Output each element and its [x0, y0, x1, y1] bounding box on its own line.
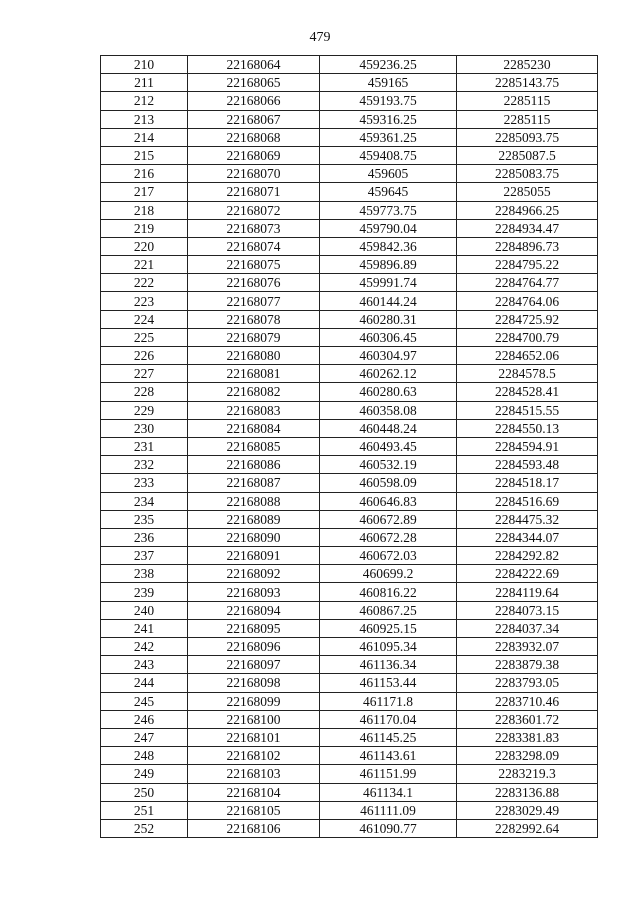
x-coordinate-cell: 461090.77 [320, 819, 457, 837]
point-id-cell: 22168100 [188, 710, 320, 728]
y-coordinate-cell: 2285093.75 [457, 128, 598, 146]
row-number-cell: 232 [101, 456, 188, 474]
row-number-cell: 247 [101, 728, 188, 746]
point-id-cell: 22168088 [188, 492, 320, 510]
point-id-cell: 22168083 [188, 401, 320, 419]
point-id-cell: 22168094 [188, 601, 320, 619]
y-coordinate-cell: 2284292.82 [457, 547, 598, 565]
x-coordinate-cell: 461153.44 [320, 674, 457, 692]
x-coordinate-cell: 461171.8 [320, 692, 457, 710]
row-number-cell: 228 [101, 383, 188, 401]
table-row [101, 256, 598, 274]
table-row [101, 492, 598, 510]
row-number-cell: 240 [101, 601, 188, 619]
point-id-cell: 22168068 [188, 128, 320, 146]
x-coordinate-cell: 461111.09 [320, 801, 457, 819]
y-coordinate-cell: 2284528.41 [457, 383, 598, 401]
row-number-cell: 223 [101, 292, 188, 310]
point-id-cell: 22168075 [188, 256, 320, 274]
x-coordinate-cell: 460358.08 [320, 401, 457, 419]
x-coordinate-cell: 459236.25 [320, 56, 457, 74]
x-coordinate-cell: 461095.34 [320, 638, 457, 656]
point-id-cell: 22168070 [188, 165, 320, 183]
x-coordinate-cell: 460448.24 [320, 419, 457, 437]
table-row [101, 401, 598, 419]
x-coordinate-cell: 459408.75 [320, 146, 457, 164]
point-id-cell: 22168089 [188, 510, 320, 528]
x-coordinate-cell: 461145.25 [320, 728, 457, 746]
row-number-cell: 239 [101, 583, 188, 601]
y-coordinate-cell: 2284578.5 [457, 365, 598, 383]
x-coordinate-cell: 459316.25 [320, 110, 457, 128]
point-id-cell: 22168093 [188, 583, 320, 601]
y-coordinate-cell: 2283793.05 [457, 674, 598, 692]
row-number-cell: 248 [101, 747, 188, 765]
table-row [101, 619, 598, 637]
table-row [101, 674, 598, 692]
y-coordinate-cell: 2283298.09 [457, 747, 598, 765]
table-row [101, 547, 598, 565]
point-id-cell: 22168072 [188, 201, 320, 219]
row-number-cell: 242 [101, 638, 188, 656]
table-row [101, 146, 598, 164]
point-id-cell: 22168090 [188, 528, 320, 546]
table-row [101, 747, 598, 765]
row-number-cell: 210 [101, 56, 188, 74]
x-coordinate-cell: 460598.09 [320, 474, 457, 492]
row-number-cell: 225 [101, 328, 188, 346]
point-id-cell: 22168067 [188, 110, 320, 128]
row-number-cell: 212 [101, 92, 188, 110]
point-id-cell: 22168098 [188, 674, 320, 692]
y-coordinate-cell: 2283136.88 [457, 783, 598, 801]
table-row [101, 510, 598, 528]
row-number-cell: 241 [101, 619, 188, 637]
point-id-cell: 22168092 [188, 565, 320, 583]
y-coordinate-cell: 2284896.73 [457, 237, 598, 255]
y-coordinate-cell: 2284764.77 [457, 274, 598, 292]
table-row [101, 365, 598, 383]
row-number-cell: 237 [101, 547, 188, 565]
point-id-cell: 22168082 [188, 383, 320, 401]
y-coordinate-cell: 2285230 [457, 56, 598, 74]
table-row [101, 765, 598, 783]
point-id-cell: 22168065 [188, 74, 320, 92]
y-coordinate-cell: 2284515.55 [457, 401, 598, 419]
point-id-cell: 22168106 [188, 819, 320, 837]
row-number-cell: 243 [101, 656, 188, 674]
point-id-cell: 22168080 [188, 347, 320, 365]
coordinates-table [100, 55, 598, 838]
row-number-cell: 231 [101, 437, 188, 455]
table-row [101, 310, 598, 328]
row-number-cell: 233 [101, 474, 188, 492]
table-body [101, 56, 598, 838]
y-coordinate-cell: 2284934.47 [457, 219, 598, 237]
x-coordinate-cell: 461136.34 [320, 656, 457, 674]
table-row [101, 183, 598, 201]
point-id-cell: 22168099 [188, 692, 320, 710]
x-coordinate-cell: 460672.28 [320, 528, 457, 546]
table-row [101, 328, 598, 346]
y-coordinate-cell: 2284518.17 [457, 474, 598, 492]
x-coordinate-cell: 460699.2 [320, 565, 457, 583]
point-id-cell: 22168096 [188, 638, 320, 656]
point-id-cell: 22168084 [188, 419, 320, 437]
y-coordinate-cell: 2283879.38 [457, 656, 598, 674]
row-number-cell: 218 [101, 201, 188, 219]
x-coordinate-cell: 459896.89 [320, 256, 457, 274]
table-row [101, 92, 598, 110]
table-row [101, 437, 598, 455]
row-number-cell: 219 [101, 219, 188, 237]
x-coordinate-cell: 461134.1 [320, 783, 457, 801]
row-number-cell: 216 [101, 165, 188, 183]
y-coordinate-cell: 2283601.72 [457, 710, 598, 728]
y-coordinate-cell: 2283381.83 [457, 728, 598, 746]
row-number-cell: 234 [101, 492, 188, 510]
row-number-cell: 224 [101, 310, 188, 328]
table-row [101, 456, 598, 474]
x-coordinate-cell: 459605 [320, 165, 457, 183]
x-coordinate-cell: 460672.89 [320, 510, 457, 528]
table-row [101, 74, 598, 92]
table-row [101, 56, 598, 74]
table-row [101, 728, 598, 746]
x-coordinate-cell: 460925.15 [320, 619, 457, 637]
point-id-cell: 22168102 [188, 747, 320, 765]
point-id-cell: 22168081 [188, 365, 320, 383]
y-coordinate-cell: 2283710.46 [457, 692, 598, 710]
table-row [101, 601, 598, 619]
point-id-cell: 22168079 [188, 328, 320, 346]
x-coordinate-cell: 460144.24 [320, 292, 457, 310]
y-coordinate-cell: 2285115 [457, 92, 598, 110]
point-id-cell: 22168086 [188, 456, 320, 474]
table-row [101, 347, 598, 365]
row-number-cell: 215 [101, 146, 188, 164]
page-number: 479 [309, 30, 331, 45]
point-id-cell: 22168091 [188, 547, 320, 565]
row-number-cell: 246 [101, 710, 188, 728]
point-id-cell: 22168101 [188, 728, 320, 746]
x-coordinate-cell: 460280.31 [320, 310, 457, 328]
y-coordinate-cell: 2284725.92 [457, 310, 598, 328]
table-row [101, 692, 598, 710]
row-number-cell: 229 [101, 401, 188, 419]
table-row [101, 638, 598, 656]
y-coordinate-cell: 2284652.06 [457, 347, 598, 365]
x-coordinate-cell: 459193.75 [320, 92, 457, 110]
point-id-cell: 22168105 [188, 801, 320, 819]
y-coordinate-cell: 2284594.91 [457, 437, 598, 455]
x-coordinate-cell: 460280.63 [320, 383, 457, 401]
row-number-cell: 227 [101, 365, 188, 383]
y-coordinate-cell: 2285083.75 [457, 165, 598, 183]
point-id-cell: 22168076 [188, 274, 320, 292]
y-coordinate-cell: 2284700.79 [457, 328, 598, 346]
point-id-cell: 22168095 [188, 619, 320, 637]
x-coordinate-cell: 459842.36 [320, 237, 457, 255]
row-number-cell: 220 [101, 237, 188, 255]
table-row [101, 274, 598, 292]
y-coordinate-cell: 2285115 [457, 110, 598, 128]
point-id-cell: 22168078 [188, 310, 320, 328]
x-coordinate-cell: 460493.45 [320, 437, 457, 455]
table-row [101, 237, 598, 255]
y-coordinate-cell: 2284516.69 [457, 492, 598, 510]
x-coordinate-cell: 459991.74 [320, 274, 457, 292]
table-row [101, 219, 598, 237]
y-coordinate-cell: 2284795.22 [457, 256, 598, 274]
row-number-cell: 252 [101, 819, 188, 837]
row-number-cell: 214 [101, 128, 188, 146]
table-row [101, 565, 598, 583]
x-coordinate-cell: 459645 [320, 183, 457, 201]
row-number-cell: 222 [101, 274, 188, 292]
point-id-cell: 22168087 [188, 474, 320, 492]
y-coordinate-cell: 2285055 [457, 183, 598, 201]
x-coordinate-cell: 460816.22 [320, 583, 457, 601]
table-row [101, 783, 598, 801]
row-number-cell: 251 [101, 801, 188, 819]
y-coordinate-cell: 2284966.25 [457, 201, 598, 219]
x-coordinate-cell: 460672.03 [320, 547, 457, 565]
y-coordinate-cell: 2284037.34 [457, 619, 598, 637]
point-id-cell: 22168074 [188, 237, 320, 255]
x-coordinate-cell: 460532.19 [320, 456, 457, 474]
row-number-cell: 250 [101, 783, 188, 801]
point-id-cell: 22168071 [188, 183, 320, 201]
table-row [101, 128, 598, 146]
point-id-cell: 22168085 [188, 437, 320, 455]
y-coordinate-cell: 2285143.75 [457, 74, 598, 92]
row-number-cell: 238 [101, 565, 188, 583]
x-coordinate-cell: 460867.25 [320, 601, 457, 619]
table-row [101, 110, 598, 128]
table-row [101, 201, 598, 219]
row-number-cell: 226 [101, 347, 188, 365]
x-coordinate-cell: 459361.25 [320, 128, 457, 146]
table-row [101, 474, 598, 492]
y-coordinate-cell: 2284593.48 [457, 456, 598, 474]
point-id-cell: 22168064 [188, 56, 320, 74]
row-number-cell: 244 [101, 674, 188, 692]
x-coordinate-cell: 459790.04 [320, 219, 457, 237]
y-coordinate-cell: 2284073.15 [457, 601, 598, 619]
point-id-cell: 22168069 [188, 146, 320, 164]
point-id-cell: 22168104 [188, 783, 320, 801]
row-number-cell: 211 [101, 74, 188, 92]
row-number-cell: 221 [101, 256, 188, 274]
x-coordinate-cell: 459773.75 [320, 201, 457, 219]
row-number-cell: 249 [101, 765, 188, 783]
table-row [101, 583, 598, 601]
table-row [101, 656, 598, 674]
y-coordinate-cell: 2282992.64 [457, 819, 598, 837]
point-id-cell: 22168103 [188, 765, 320, 783]
y-coordinate-cell: 2284475.32 [457, 510, 598, 528]
point-id-cell: 22168077 [188, 292, 320, 310]
row-number-cell: 236 [101, 528, 188, 546]
y-coordinate-cell: 2284119.64 [457, 583, 598, 601]
y-coordinate-cell: 2285087.5 [457, 146, 598, 164]
x-coordinate-cell: 461151.99 [320, 765, 457, 783]
row-number-cell: 235 [101, 510, 188, 528]
y-coordinate-cell: 2283029.49 [457, 801, 598, 819]
x-coordinate-cell: 460306.45 [320, 328, 457, 346]
table-row [101, 165, 598, 183]
table-row [101, 383, 598, 401]
y-coordinate-cell: 2284550.13 [457, 419, 598, 437]
point-id-cell: 22168097 [188, 656, 320, 674]
table-row [101, 710, 598, 728]
x-coordinate-cell: 460304.97 [320, 347, 457, 365]
x-coordinate-cell: 461170.04 [320, 710, 457, 728]
row-number-cell: 213 [101, 110, 188, 128]
row-number-cell: 217 [101, 183, 188, 201]
x-coordinate-cell: 461143.61 [320, 747, 457, 765]
point-id-cell: 22168073 [188, 219, 320, 237]
row-number-cell: 230 [101, 419, 188, 437]
table-row [101, 528, 598, 546]
table-row [101, 801, 598, 819]
y-coordinate-cell: 2284344.07 [457, 528, 598, 546]
table-row [101, 819, 598, 837]
y-coordinate-cell: 2283219.3 [457, 765, 598, 783]
point-id-cell: 22168066 [188, 92, 320, 110]
y-coordinate-cell: 2284222.69 [457, 565, 598, 583]
y-coordinate-cell: 2284764.06 [457, 292, 598, 310]
y-coordinate-cell: 2283932.07 [457, 638, 598, 656]
x-coordinate-cell: 460646.83 [320, 492, 457, 510]
x-coordinate-cell: 460262.12 [320, 365, 457, 383]
table-row [101, 292, 598, 310]
x-coordinate-cell: 459165 [320, 74, 457, 92]
table-row [101, 419, 598, 437]
row-number-cell: 245 [101, 692, 188, 710]
